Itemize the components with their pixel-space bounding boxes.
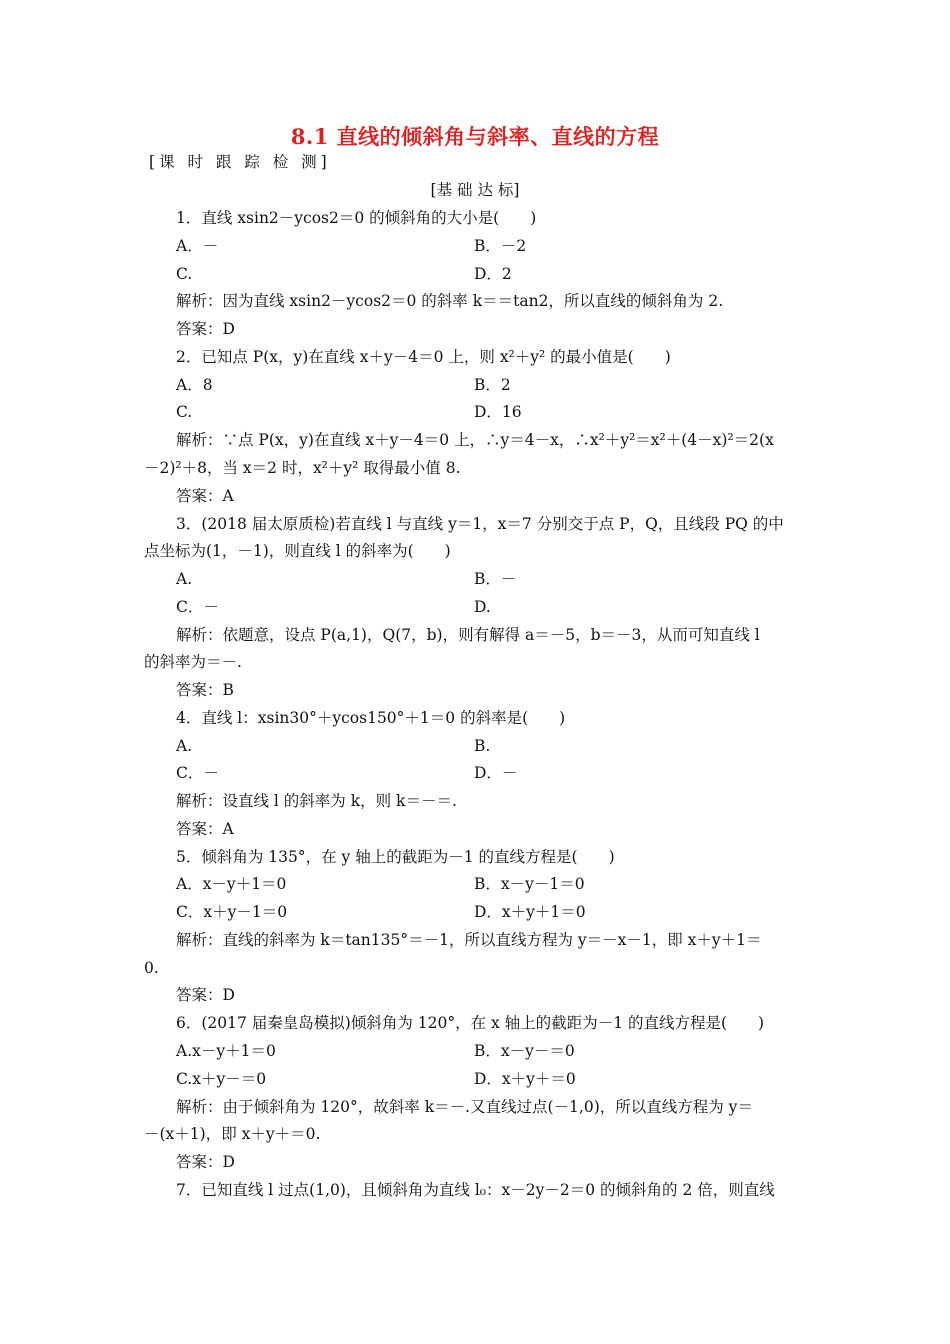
text-line: 答案：A: [176, 487, 234, 505]
text-line: 的斜率为＝－.: [144, 653, 242, 671]
text-line: B．2: [474, 376, 511, 394]
text-line: D．2: [474, 265, 512, 283]
text-line: 解析：依题意，设点 P(a,1)，Q(7，b)，则有解得 a＝－5，b＝－3，从而可知直线 l: [176, 626, 760, 644]
text-line: D．16: [474, 403, 522, 421]
text-line: 7．已知直线 l 过点(1,0)，且倾斜角为直线 l₀：x－2y－2＝0 的倾斜角的 2 倍，则直线: [176, 1181, 775, 1199]
text-line: 6．(2017 届秦皇岛模拟)倾斜角为 120°，在 x 轴上的截距为－1 的直线方程是( ): [176, 1014, 765, 1032]
text-line: D．x＋y＋1＝0: [474, 903, 586, 921]
text-line: －2)²＋8，当 x＝2 时，x²＋y² 取得最小值 8.: [144, 459, 461, 477]
text-line: 答案：A: [176, 820, 234, 838]
text-line: A．x－y＋1＝0: [176, 875, 287, 893]
text-line: －(x＋1)，即 x＋y＋＝0.: [144, 1125, 321, 1143]
text-line: A．－: [176, 237, 219, 255]
text-line: 解析：直线的斜率为 k＝tan135°＝－1，所以直线方程为 y＝－x－1，即 x＋y＋1＝: [176, 931, 762, 949]
text-line: 解析：设直线 l 的斜率为 k，则 k＝－＝.: [176, 792, 457, 810]
text-line: C.: [176, 403, 193, 421]
text-line: 4．直线 l：xsin30°＋ycos150°＋1＝0 的斜率是( ): [176, 709, 566, 727]
text-line: C．－: [176, 764, 219, 782]
text-line: 答案：B: [176, 681, 234, 699]
text-line: B．－: [474, 570, 517, 588]
section-tag: [基 础 达 标]: [430, 181, 520, 199]
text-line: 答案：D: [176, 986, 235, 1004]
text-line: A.x－y＋1＝0: [176, 1042, 276, 1060]
text-line: 1．直线 xsin2－ycos2＝0 的倾斜角的大小是( ): [176, 209, 537, 227]
text-line: B.: [474, 737, 491, 755]
text-line: C．－: [176, 598, 219, 616]
text-line: B．x－y－1＝0: [474, 875, 585, 893]
text-line: A.: [176, 737, 193, 755]
text-line: 5．倾斜角为 135°，在 y 轴上的截距为－1 的直线方程是( ): [176, 848, 615, 866]
text-line: C.x＋y－＝0: [176, 1070, 267, 1088]
text-line: A.: [176, 570, 193, 588]
text-line: 解析：由于倾斜角为 120°，故斜率 k＝－.又直线过点(－1,0)，所以直线方程为 y＝: [176, 1098, 753, 1116]
text-line: D.: [474, 598, 491, 616]
text-line: B．－2: [474, 237, 527, 255]
text-line: 解析：因为直线 xsin2－ycos2＝0 的斜率 k＝＝tan2，所以直线的倾斜角为 2.: [176, 292, 724, 310]
text-line: A．8: [176, 376, 213, 394]
text-line: 3．(2018 届太原质检)若直线 l 与直线 y＝1，x＝7 分别交于点 P，Q，且线段 PQ 的中: [176, 515, 784, 533]
text-line: B．x－y－＝0: [474, 1042, 575, 1060]
text-line: 答案：D: [176, 320, 235, 338]
page-title: 8.1 直线的倾斜角与斜率、直线的方程: [290, 124, 660, 149]
text-line: 0.: [144, 959, 159, 977]
header-tag: [课 时 跟 踪 检 测]: [149, 153, 331, 171]
text-line: D．x＋y＋＝0: [474, 1070, 576, 1088]
text-line: 答案：D: [176, 1153, 235, 1171]
text-line: 点坐标为(1，－1)，则直线 l 的斜率为( ): [144, 542, 451, 560]
text-line: 2．已知点 P(x，y)在直线 x＋y－4＝0 上，则 x²＋y² 的最小值是( ): [176, 348, 671, 366]
text-line: C．x＋y－1＝0: [176, 903, 288, 921]
text-line: 解析：∵点 P(x，y)在直线 x＋y－4＝0 上，∴y＝4－x，∴x²＋y²＝x²＋(4－x)²＝2(x: [176, 431, 774, 449]
text-line: C.: [176, 265, 193, 283]
text-line: D．－: [474, 764, 518, 782]
